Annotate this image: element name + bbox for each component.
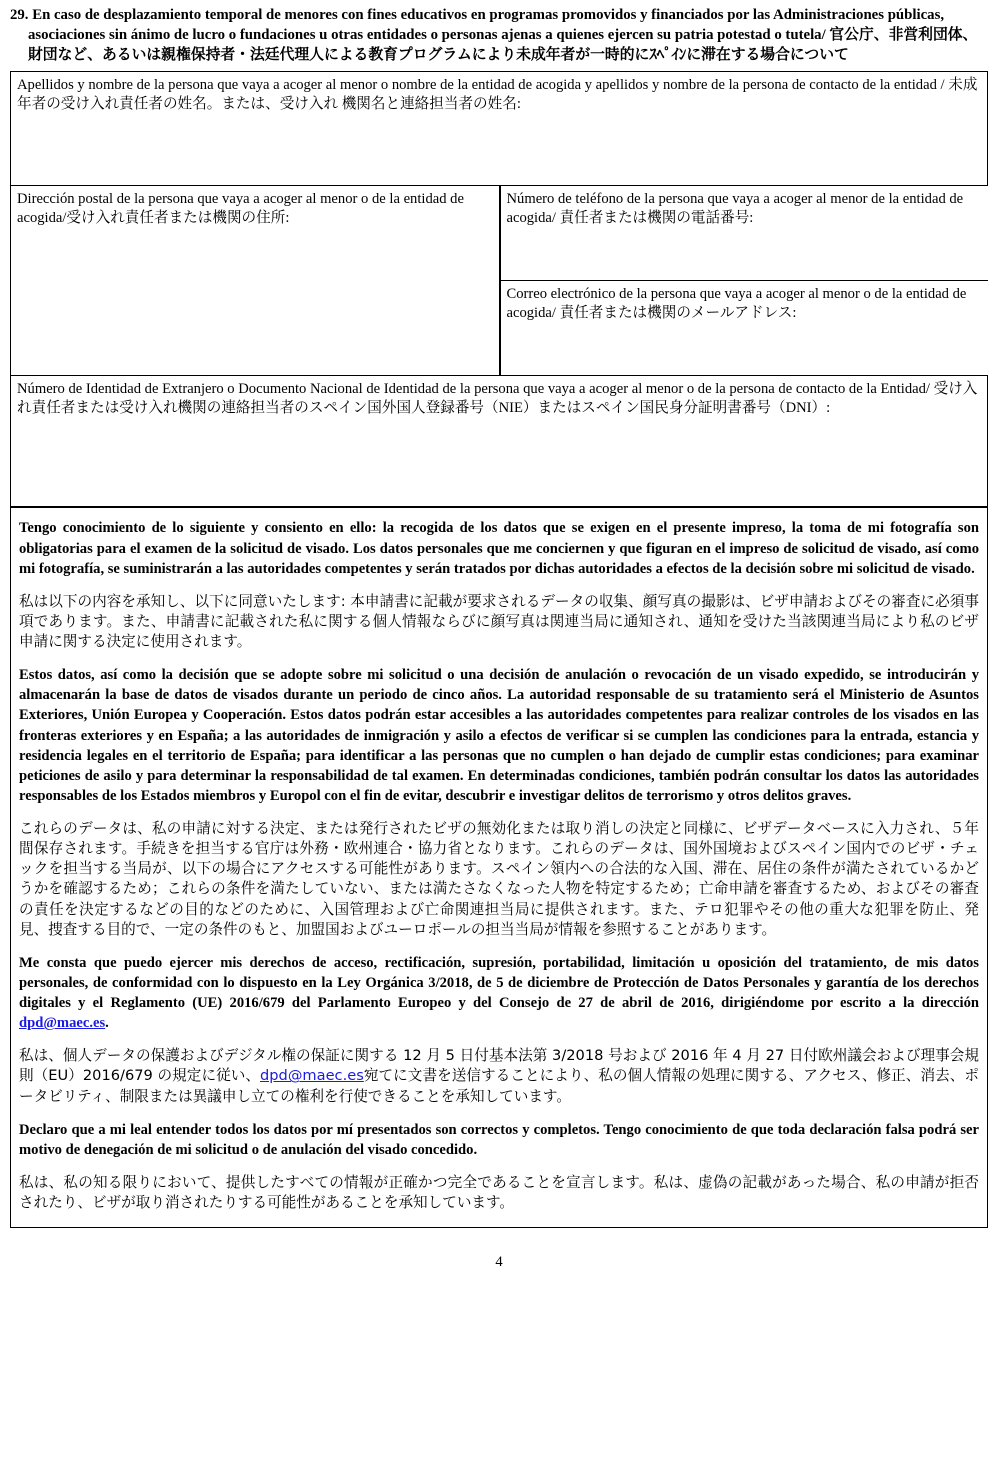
host-details-table (10, 71, 988, 507)
consent-section (10, 507, 988, 1228)
host-name-cell[interactable] (11, 72, 988, 186)
host-email-cell[interactable] (500, 281, 988, 376)
consent-paragraph-3-es (19, 953, 979, 1034)
table-row (11, 376, 988, 507)
consent-p3-es-period: . (105, 1015, 109, 1032)
dpd-email-link-jp[interactable]: dpd@maec.es (260, 1067, 364, 1085)
consent-paragraph-4-es: Declaro que a mi leal entender todos los datos por mí presentados son correctos y completos. Tengo conocimiento de que toda declaración falsa podrá ser motivo de denegación de mi solicitud o de anulación del visado concedido. (19, 1121, 979, 1158)
consent-paragraph-3-jp (19, 1046, 979, 1106)
consent-paragraph-1-es: Tengo conocimiento de lo siguiente y consiento en ello: la recogida de los datos que se exigen en el presente impreso, la toma de mi fotografía son obligatorias para el examen de la solicitud de visado. Los datos personales que me conciernen y que figuran en el impreso de solicitud de visado, así como mi fotografía, se suministrarán a las autoridades competentes y serán tratados por dichas autoridades a efectos de la decisión sobre mi solicitud de visado. (19, 520, 979, 577)
consent-paragraph-2-es: Estos datos, así como la decisión que se adopte sobre mi solicitud o una decisión de anulación o revocación de un visado expedido, se introducirán y almacenarán la base de datos de visados durante un periodo de cinco años. La autoridad responsable de su tratamiento será el Ministerio de Asuntos Exteriores, Unión Europea y Cooperación. Estos datos podrán estar accesibles a las autoridades competentes para realizar controles de los visados en las fronteras exteriores y en España; a las autoridades de inmigración y asilo a efectos de verificar si se cumplen las condiciones para la entrada, estancia y residencia legales en el territorio de España; para identificar a las personas que no cumplen o han dejado de cumplir estas condiciones; para examinar peticiones de asilo y para determinar la responsabilidad de tal examen. En determinadas condiciones, también podrán consultar los datos las autoridades responsables de los Estados miembros y Europol con el fin de evitar, descubrir e investigar delitos de terrorismo y otros delitos graves. (19, 667, 979, 804)
host-phone-cell[interactable] (500, 186, 988, 281)
consent-paragraph-1-jp: 私は以下の内容を承知し、以下に同意いたします: 本申請書に記載が要求されるデータの収集、顔写真の撮影は、ビザ申請およびその審査に必須事項であります。また、申請書に記載された私に関する個人情報ならびに顔写真は関連当局に通知され、通知を受けた当該関連当局により私のビザ申請に関する決定に使用されます。 (19, 592, 979, 651)
table-row (500, 186, 988, 281)
host-id-label: Número de Identidad de Extranjero o Documento Nacional de Identidad de la persona que vaya a acoger al menor o de la persona de contacto de la Entidad/ 受け入れ責任者または受け入れ機関の連絡担当者のスペイン国外国人登録番号（NIE）またはスペイン国民身分証明書番号（DNI）: (17, 381, 978, 417)
host-address-cell[interactable] (11, 186, 500, 376)
question-29-heading: 29. En caso de desplazamiento temporal de menores con fines educativos en programas promovidos y financiados por las Administraciones públicas, asociaciones sin ánimo de lucro o fundaciones u otras entidades o personas ajenas a quienes ejercen su patria potestad o tutela/ 官公庁、非営利団体、財団など、あるいは親権保持者・法廷代理人による教育プログラムにより未成年者が一時的にｽﾍﾟｲﾝに滞在する場合について (10, 7, 978, 63)
consent-p3-es-text: Me consta que puedo ejercer mis derechos de acceso, rectificación, supresión, portabilidad, limitación u oposición del tratamiento, de mis datos personales, de conformidad con lo dispuesto en la Ley Orgánica 3/2018, de 5 de diciembre de Protección de Datos Personales y garantía de los derechos digitales y el Reglamento (UE) 2016/679 del Parlamento Europeo y del Consejo de 27 de abril de 2016, dirigiéndome por escrito a la dirección (19, 954, 979, 1012)
consent-p3-jp-before: 私は、個人データの保護およびデジタル権の保証に関する 12 月 5 日付基本法第 3/2018 号および 2016 年 4 月 27 日付欧州議会および理事会規則（EU）2016/679 の規定に従い、 (19, 1047, 979, 1085)
host-name-label: Apellidos y nombre de la persona que vaya a acoger al menor o nombre de la entidad de acogida y apellidos y nombre de la persona de contacto de la entidad / 未成年者の受け入れ責任者の姓名。または、受け入れ 機関名と連絡担当者の姓名: (17, 77, 978, 113)
dpd-email-link-es[interactable]: dpd@maec.es (19, 1015, 106, 1032)
host-address-label: Dirección postal de la persona que vaya a acoger al menor o de la entidad de acogida/受け入れ責任者または機関の住所: (17, 191, 464, 227)
host-phone-label: Número de teléfono de la persona que vaya a acoger al menor de la entidad de acogida/ 責任者または機関の電話番号: (506, 191, 964, 227)
consent-paragraph-2-jp: これらのデータは、私の申請に対する決定、または発行されたビザの無効化または取り消しの決定と同様に、ビザデータベースに入力され、５年間保存されます。手続きを担当する官庁は外務・欧州連合・協力省となります。これらのデータは、国外国境およびスペイン国内でのビザ・チェックを担当する当局が、以下の場合にアクセスする可能性があります。スペイン領内への合法的な入国、滞在、居住の条件が満たされているかどうかを確認するため；これらの条件を満たしていない、または満たさなくなった人物を特定するため；亡命申請を審査するため、およびその審査の責任を決定するなどの目的などのために、入国管理および亡命関連担当局に提供されます。また、テロ犯罪やその他の重大な犯罪を防止、発見、捜査する目的で、一定の条件のもと、加盟国およびユーロポールの担当当局が情報を参照することがあります。 (19, 820, 979, 938)
consent-p3-jp-after: 宛てに文書を送信することにより、私の個人情報の処理に関する、アクセス、修正、消去、ポータビリティ、制限または異議申し立ての権利を行使できることを承知しています。 (19, 1067, 979, 1105)
consent-paragraph-4-jp: 私は、私の知る限りにおいて、提供したすべての情報が正確かつ完全であることを宣言します。私は、虚偽の記載があった場合、私の申請が拒否されたり、ビザが取り消されたりする可能性があることを承知しています。 (19, 1173, 979, 1212)
table-row (11, 72, 988, 186)
host-id-cell[interactable] (11, 376, 988, 507)
page-number: 4 (495, 1254, 503, 1271)
table-row (11, 186, 988, 376)
host-email-label: Correo electrónico de la persona que vaya a acoger al menor o de la entidad de acogida/ 責任者または機関のメールアドレス: (506, 286, 967, 322)
table-row (500, 281, 988, 376)
host-contact-column (499, 186, 988, 376)
